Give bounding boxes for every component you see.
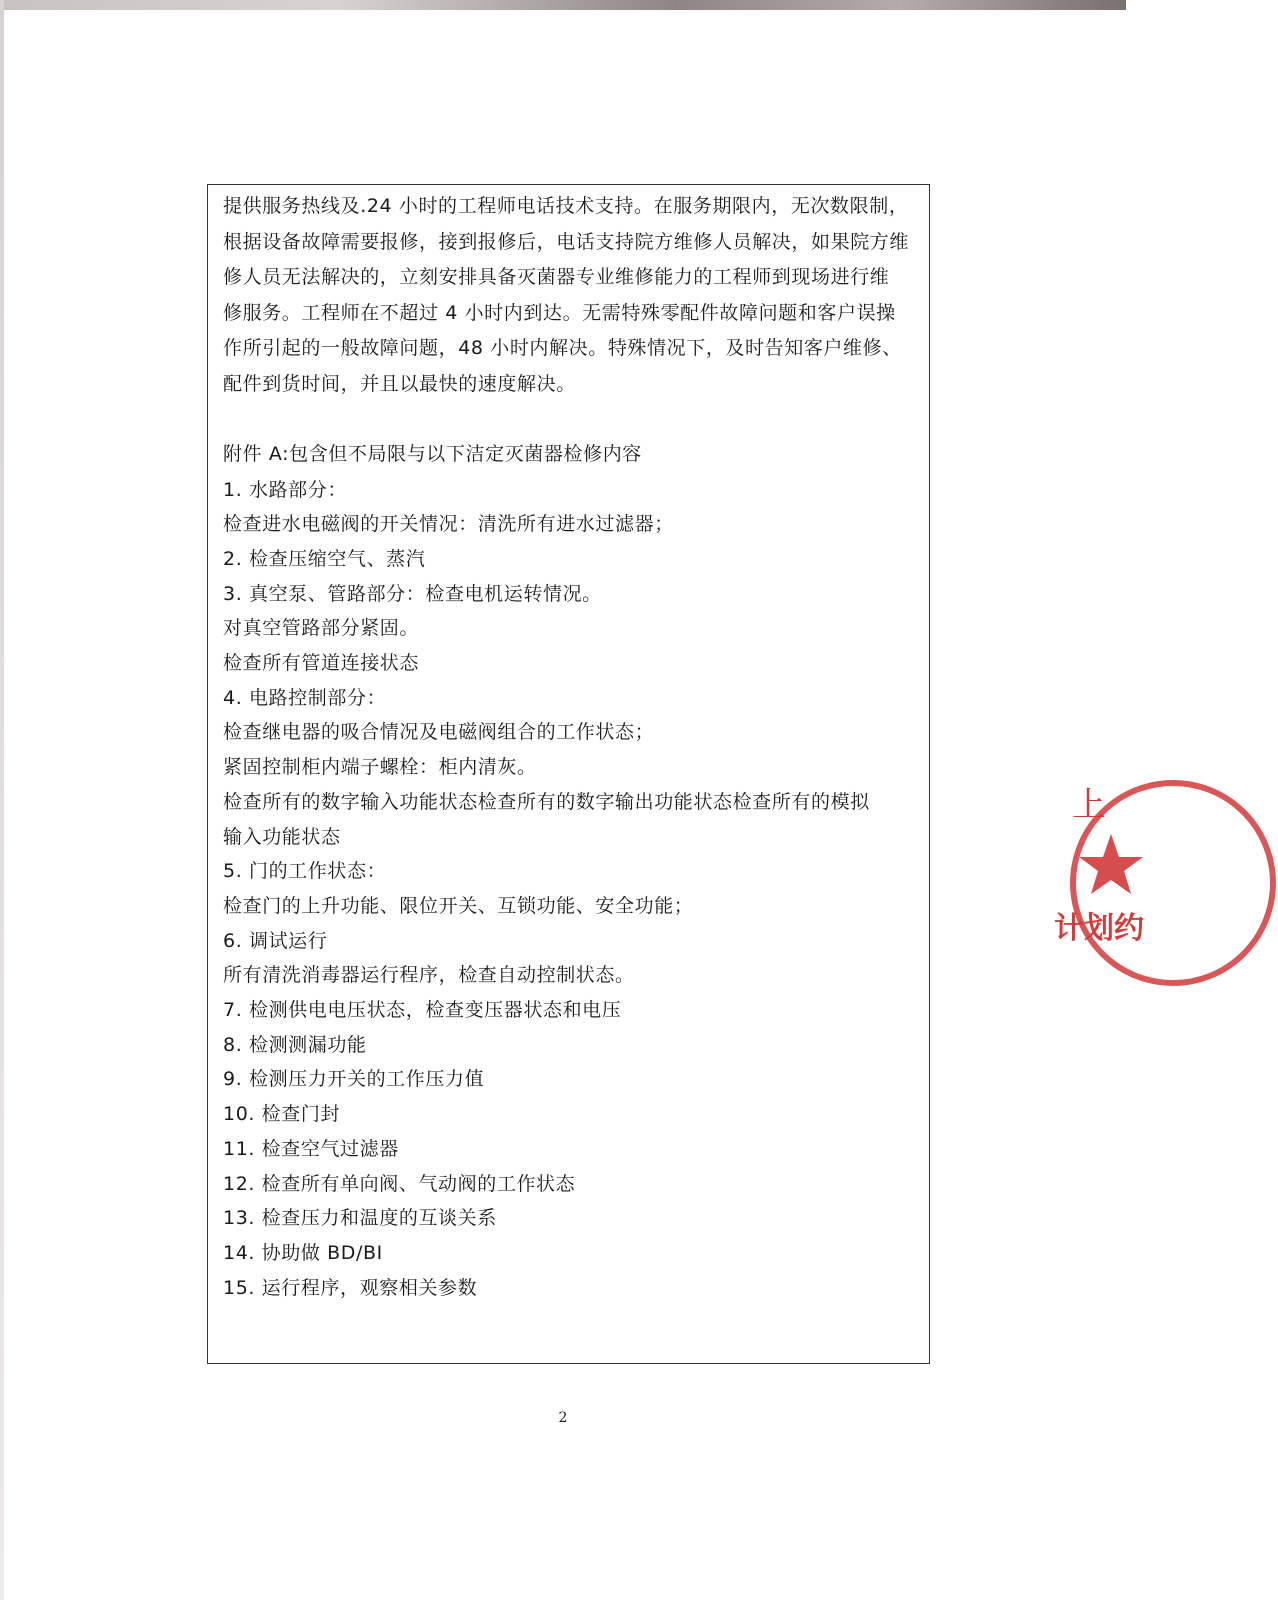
checklist-line: 检查继电器的吸合情况及电磁阀组合的工作状态； (223, 721, 655, 744)
checklist-line: 对真空管路部分紧固。 (223, 617, 420, 640)
document-body (223, 189, 923, 1305)
page-top-edge (0, 0, 1126, 10)
checklist-line: 输入功能状态 (223, 825, 341, 848)
checklist-line: 检查所有的数字输入功能状态检查所有的数字输出功能状态检查所有的模拟 (223, 790, 870, 813)
company-seal (1054, 778, 1278, 988)
checklist-line: 14. 协助做 BD/BI (223, 1241, 383, 1264)
checklist-line: 6. 调试运行 (223, 929, 328, 952)
intro-line: 修人员无法解决的，立刻安排具备灭菌器专业维修能力的工程师到现场进行维 (223, 266, 890, 288)
intro-line: 根据设备故障需要报修，接到报修后，电话支持院方维修人员解决，如果院方维 (223, 230, 910, 253)
checklist-line: 8. 检测测漏功能 (223, 1033, 367, 1056)
checklist-line: 9. 检测压力开关的工作压力值 (223, 1068, 485, 1091)
appendix-title: 附件 A:包含但不局限与以下洁定灭菌器检修内容 (223, 443, 642, 465)
checklist-line: 1. 水路部分： (223, 478, 347, 501)
seal-text-top: 上 (1072, 785, 1106, 825)
checklist-line: 检查门的上升功能、限位开关、互锁功能、安全功能； (223, 894, 694, 917)
intro-line: 修服务。工程师在不超过 4 小时内到达。无需特殊零配件故障问题和客户误操 (223, 301, 896, 324)
intro-line: 提供服务热线及.24 小时的工程师电话技术支持。在服务期限内，无次数限制， (223, 195, 909, 217)
checklist-line: 7. 检测供电电压状态，检查变压器状态和电压 (223, 999, 622, 1022)
checklist-line: 检查所有管道连接状态 (223, 652, 420, 675)
checklist-line: 12. 检查所有单向阀、气动阀的工作状态 (223, 1172, 576, 1195)
checklist-line: 2. 检查压缩空气、蒸汽 (223, 547, 426, 570)
checklist-line: 15. 运行程序，观察相关参数 (223, 1276, 478, 1299)
page-number: 2 (558, 1410, 568, 1426)
checklist-line: 4. 电路控制部分： (223, 686, 387, 709)
intro-line: 配件到货时间，并且以最快的速度解决。 (223, 372, 576, 395)
checklist-line: 所有清洗消毒器运行程序，检查自动控制状态。 (223, 964, 635, 987)
intro-line: 作所引起的一般故障问题，48 小时内解决。特殊情况下，及时告知客户维修、 (223, 337, 902, 359)
checklist-line: 10. 检查门封 (223, 1103, 341, 1126)
checklist-line: 11. 检查空气过滤器 (223, 1137, 399, 1160)
checklist-line: 13. 检查压力和温度的互谈关系 (223, 1207, 497, 1230)
checklist-line: 检查进水电磁阀的开关情况：清洗所有进水过滤器； (223, 513, 674, 536)
seal-star-icon (1079, 834, 1143, 894)
checklist-line: 3. 真空泵、管路部分：检查电机运转情况。 (223, 582, 602, 605)
page-left-edge (0, 0, 4, 1600)
seal-text-bottom: 计划约 (1054, 911, 1144, 946)
checklist-line: 5. 门的工作状态： (223, 860, 387, 883)
checklist-line: 紧固控制柜内端子螺栓：柜内清灰。 (223, 756, 537, 779)
